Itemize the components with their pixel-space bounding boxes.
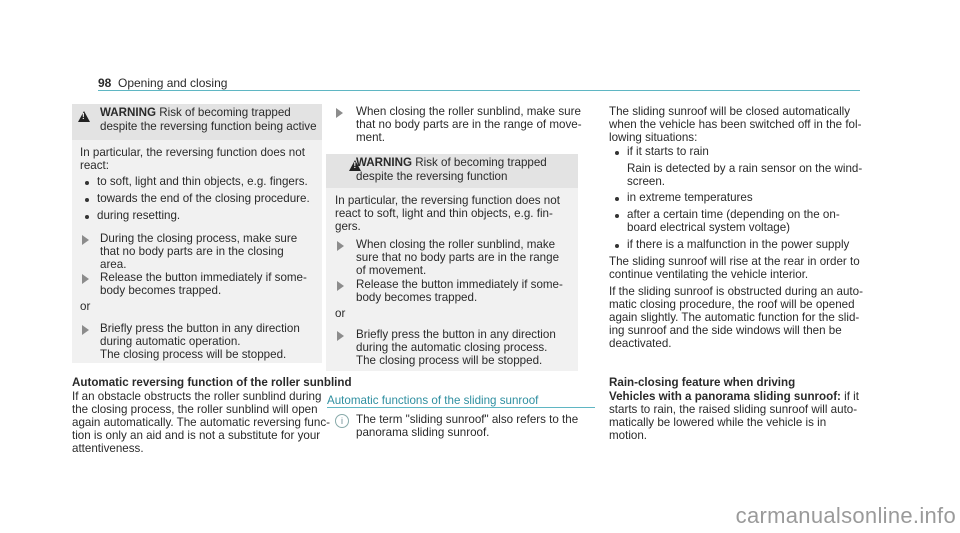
paragraph-line: deactivated. (609, 337, 672, 350)
step-text: When closing the roller sunblind, make (356, 238, 556, 251)
step-text: that no body parts are in the closing (100, 245, 284, 258)
warning-intro: gers. (335, 220, 361, 233)
step-text: Briefly press the button in any direction (100, 322, 300, 335)
step-text: during the automatic closing process. (356, 341, 548, 354)
section-heading: Automatic reversing function of the roller sunblind (72, 376, 352, 389)
warning-label: WARNING (100, 106, 157, 119)
header-divider (98, 90, 860, 91)
warning-icon (78, 111, 90, 122)
paragraph-line: motion. (609, 429, 648, 442)
paragraph-fragment: if it (840, 390, 859, 403)
step-text: When closing the roller sunblind, make sure (356, 105, 581, 118)
note-text: The term "sliding sunroof" also refers to the (356, 413, 579, 426)
bullet-dot (615, 151, 619, 155)
step-text: body becomes trapped. (100, 284, 222, 297)
paragraph-line: the closing process, the roller sunblind will open (72, 403, 318, 416)
warning-title-line2: despite the reversing function (356, 170, 508, 183)
step-text: of movement. (356, 264, 427, 277)
list-item: to soft, light and thin objects, e.g. fingers. (97, 175, 308, 188)
step-text: ment. (356, 131, 385, 144)
step-arrow-icon (337, 241, 344, 251)
step-arrow-icon (82, 235, 89, 245)
list-item: if it starts to rain (627, 145, 709, 158)
warning-intro-line1: In particular, the reversing function does not (80, 146, 305, 159)
paragraph-line: ing sunroof and the side windows will then be (609, 324, 842, 337)
paragraph-line: If the sliding sunroof is obstructed during an auto- (609, 285, 863, 298)
paragraph-line: The sliding sunroof will be closed automatically (609, 105, 851, 118)
warning-title: Risk of becoming trapped (415, 156, 547, 169)
list-item: in extreme temperatures (627, 191, 753, 204)
paragraph-line: again automatically. The automatic reversing func- (72, 416, 330, 429)
step-text: during automatic operation. (100, 335, 241, 348)
subheading: Vehicles with a panorama sliding sunroof: (609, 390, 841, 403)
bullet-dot (85, 198, 89, 202)
paragraph-line: If an obstacle obstructs the roller sunblind during (72, 390, 322, 403)
step-arrow-icon (82, 325, 89, 335)
info-icon: i (335, 414, 349, 428)
warning-intro: react to soft, light and thin objects, e.g. fin- (335, 207, 553, 220)
warning-intro-line2: react: (80, 159, 109, 172)
page-number: 98 (98, 76, 112, 90)
step-arrow-icon (337, 331, 344, 341)
warning-title-line2: despite the reversing function being active (100, 120, 317, 133)
section-heading: Rain-closing feature when driving (609, 376, 796, 389)
step-text: Briefly press the button in any direction (356, 328, 556, 341)
step-text: area. (100, 258, 127, 271)
step-text: The closing process will be stopped. (100, 348, 287, 361)
warning-label: WARNING (356, 156, 413, 169)
step-text: The closing process will be stopped. (356, 354, 543, 367)
or-text: or (335, 307, 346, 320)
paragraph-line: tion is only an aid and is not a substitute for your (72, 429, 321, 442)
list-item-detail: screen. (627, 175, 666, 188)
step-arrow-icon (336, 108, 343, 118)
bullet-dot (615, 197, 619, 201)
watermark: carmanualsonline.info (735, 503, 956, 528)
list-item: after a certain time (depending on the on- (627, 208, 840, 221)
step-text: that no body parts are in the range of move- (356, 118, 582, 131)
paragraph-line: matic closing procedure, the roof will be opened (609, 298, 855, 311)
step-arrow-icon (337, 281, 344, 291)
list-item: towards the end of the closing procedure. (97, 192, 310, 205)
paragraph-line: The sliding sunroof will rise at the rear in order to (609, 255, 860, 268)
section-link-underline (327, 407, 595, 408)
list-item: if there is a malfunction in the power supply (627, 238, 850, 251)
paragraph-line: continue ventilating the vehicle interior. (609, 268, 809, 281)
note-text: panorama sliding sunroof. (356, 426, 490, 439)
paragraph-line: lowing situations: (609, 131, 698, 144)
list-item-detail: Rain is detected by a rain sensor on the wind- (627, 162, 863, 175)
or-text: or (80, 300, 91, 313)
paragraph-line: when the vehicle has been switched off in the fol- (609, 118, 862, 131)
list-item: during resetting. (97, 209, 181, 222)
paragraph-line: starts to rain, the raised sliding sunroof will auto- (609, 403, 858, 416)
bullet-dot (85, 181, 89, 185)
bullet-dot (85, 215, 89, 219)
list-item: board electrical system voltage) (627, 221, 791, 234)
step-text: sure that no body parts are in the range (356, 251, 560, 264)
step-arrow-icon (82, 274, 89, 284)
step-text: Release the button immediately if some- (356, 278, 563, 291)
page-title: Opening and closing (118, 76, 228, 90)
step-text: Release the button immediately if some- (100, 271, 307, 284)
step-text: During the closing process, make sure (100, 232, 298, 245)
step-text: body becomes trapped. (356, 291, 478, 304)
section-link-heading[interactable]: Automatic functions of the sliding sunroof (327, 394, 539, 407)
warning-intro: In particular, the reversing function does not (335, 194, 560, 207)
paragraph-line: matically be lowered while the vehicle is in (609, 416, 827, 429)
bullet-dot (615, 244, 619, 248)
paragraph-line: again slightly. The automatic function for the slid- (609, 311, 860, 324)
warning-title: Risk of becoming trapped (159, 106, 291, 119)
bullet-dot (615, 214, 619, 218)
paragraph-line: attentiveness. (72, 442, 144, 455)
